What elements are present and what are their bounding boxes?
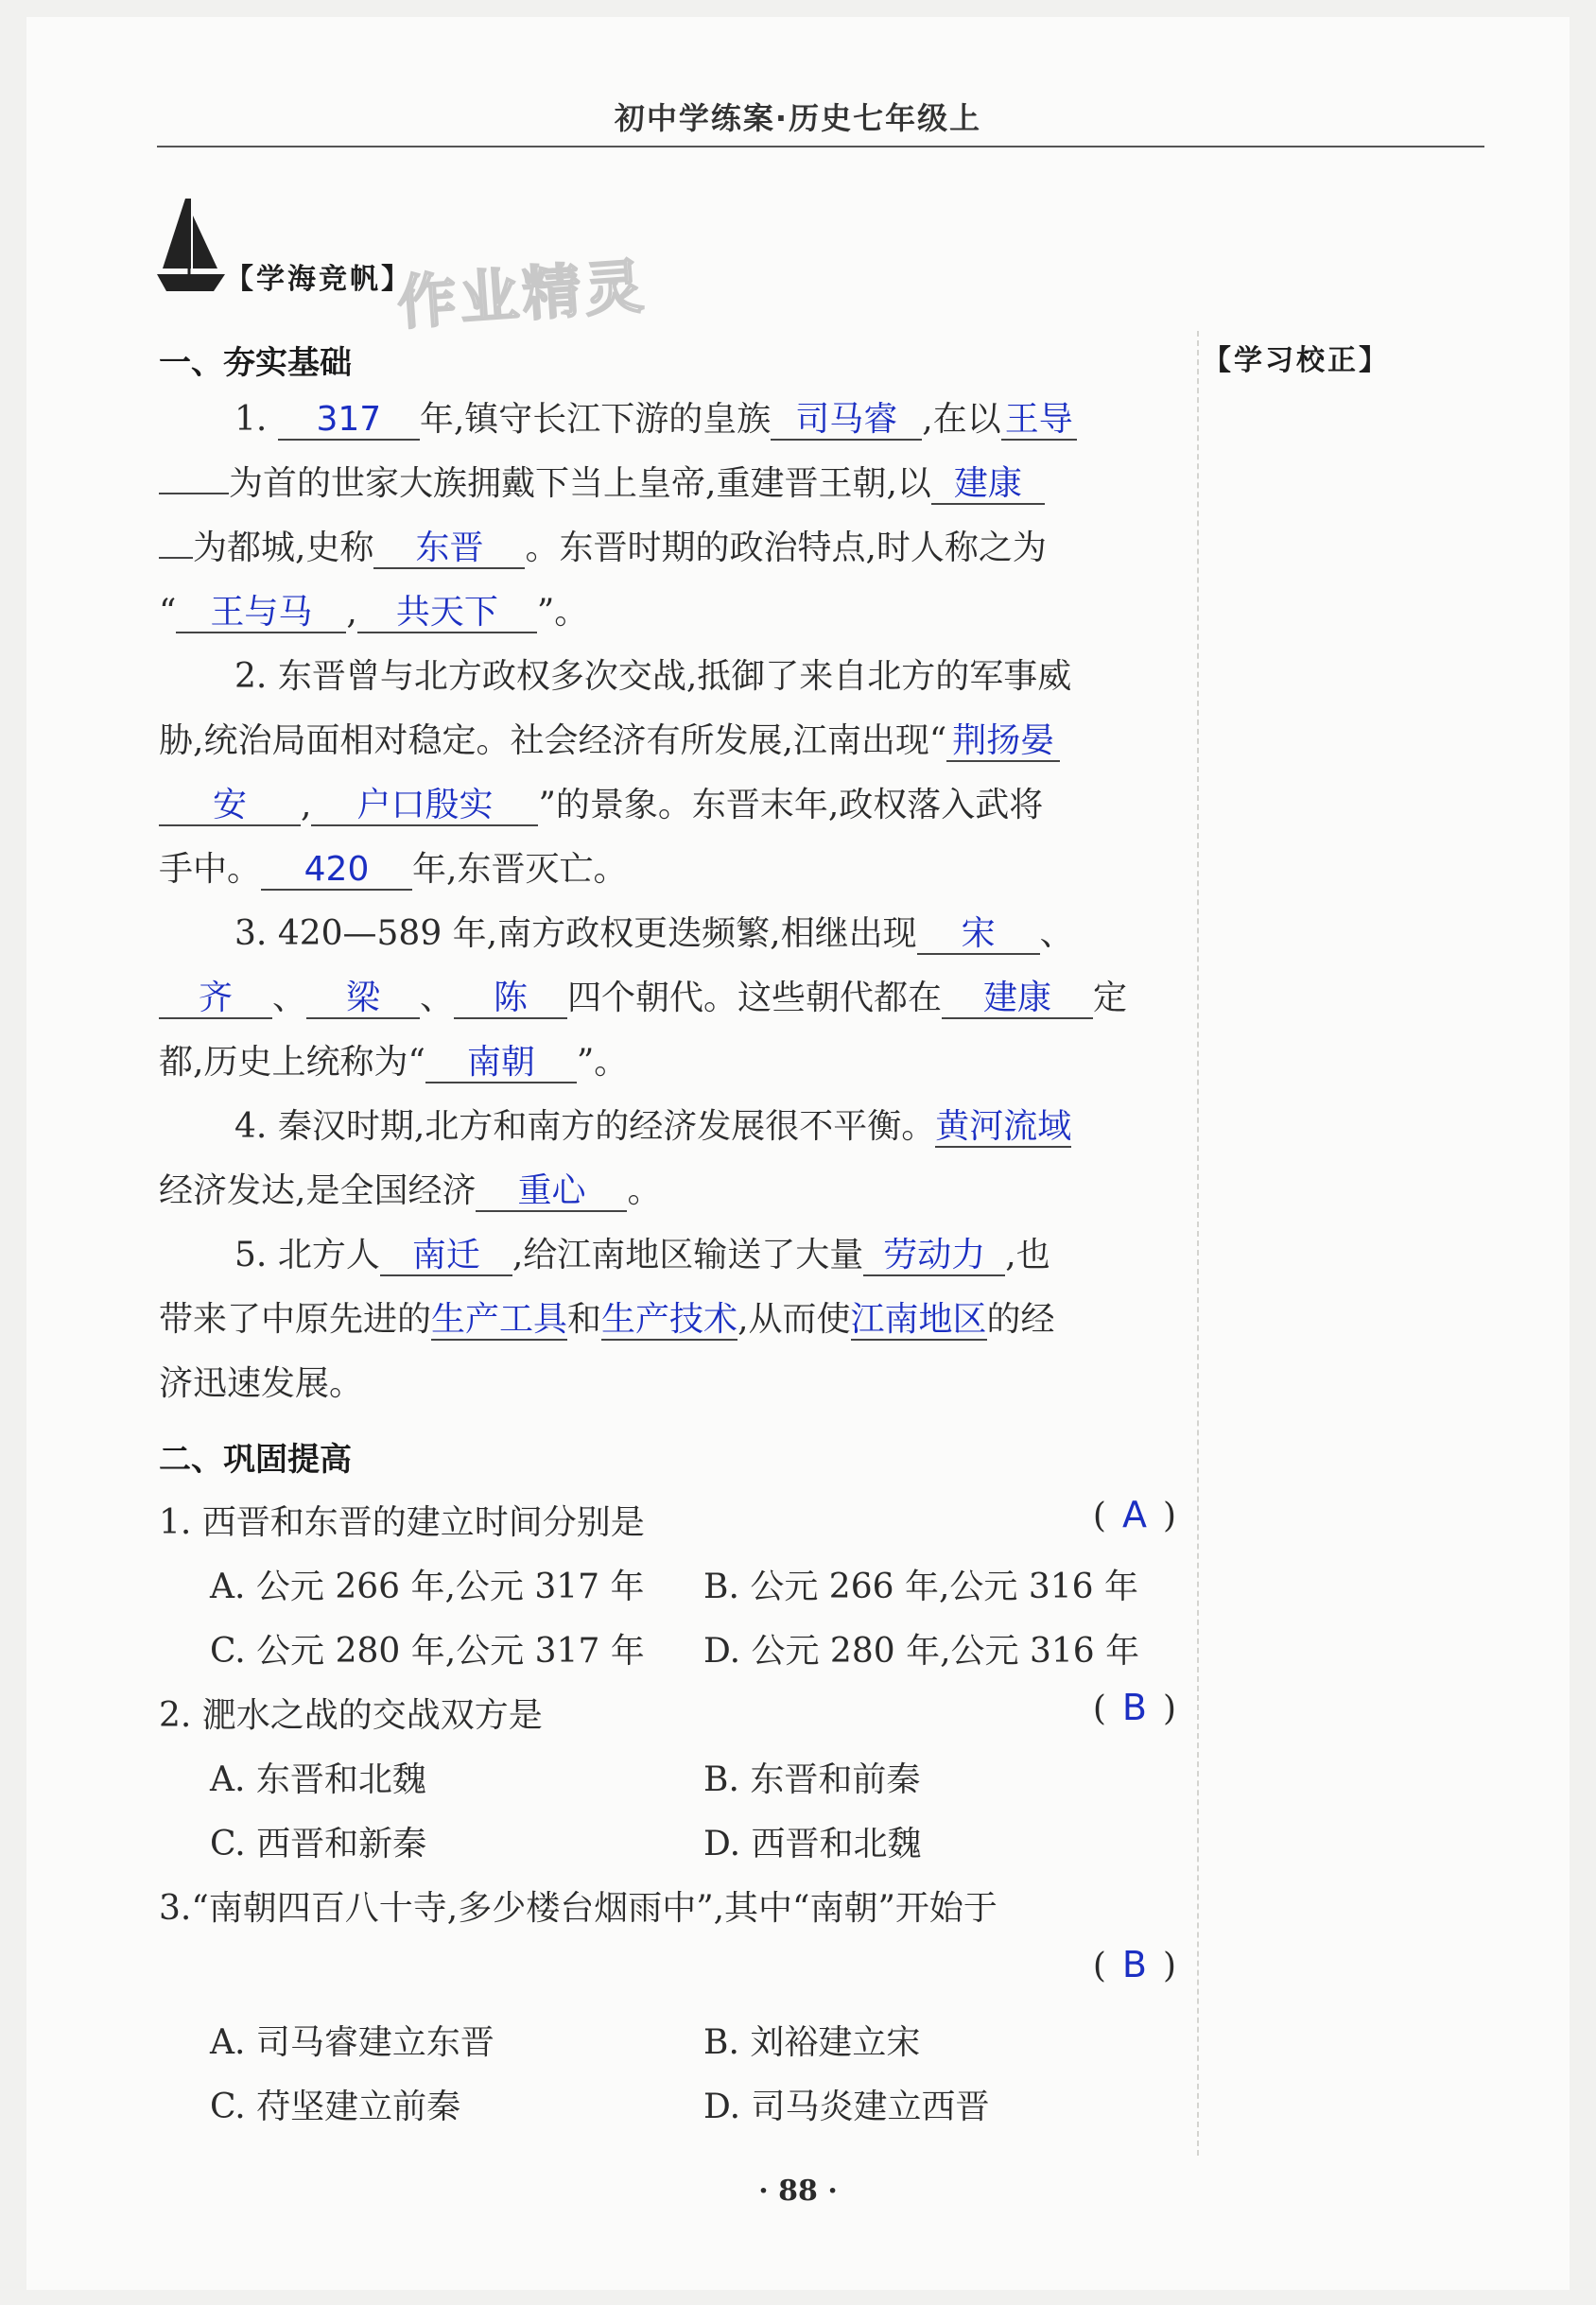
header-rule (157, 146, 1484, 147)
q2-answer-2: 户口殷实 (311, 787, 538, 826)
q4-answer-1: 黄河流域 (935, 1107, 1072, 1146)
q5-answer-5: 江南地区 (850, 1300, 987, 1339)
q2-answer-1a: 荆扬晏 (946, 722, 1060, 762)
mc-q3-option-a: A. 司马睿建立东晋 (210, 2023, 494, 2062)
q1-answer-3: 王导 (1001, 401, 1077, 441)
q4-answer-2: 重心 (476, 1172, 627, 1212)
mc-q1-option-b: B. 公元 266 年,公元 316 年 (703, 1568, 1138, 1606)
mc-q2-option-d: D. 西晋和北魏 (703, 1825, 922, 1863)
part2-title: 二、巩固提高 (159, 1441, 352, 1479)
mc-q2-answer-paren: ( B ) (1092, 1687, 1176, 1728)
q5-answer-3: 生产工具 (431, 1300, 568, 1339)
watermark: 作业精灵 (395, 251, 650, 338)
mc-q1-option-c: C. 公元 280 年,公元 317 年 (210, 1632, 645, 1671)
mc-q2-stem: 2. 淝水之战的交战双方是 ( B ) (159, 1687, 1176, 1735)
mc-q1-answer: A (1121, 1494, 1147, 1535)
q2-line1: 2. 东晋曾与北方政权多次交战,抵御了来自北方的军事威 (234, 657, 1072, 696)
q3-answer-1: 宋 (917, 915, 1040, 955)
page-header-title: 初中学练案·历史七年级上 (614, 100, 982, 136)
section-tag: 【学海竞帆】 (225, 263, 412, 296)
mc-q3-stem: 3.“南朝四百八十寺,多少楼台烟雨中”,其中“南朝”开始于 (159, 1889, 998, 1928)
mc-q2-option-c: C. 西晋和新秦 (210, 1825, 427, 1863)
sailboat-icon (157, 199, 225, 295)
sidebar-label: 【学习校正】 (1203, 344, 1390, 377)
mc-q1-option-d: D. 公元 280 年,公元 316 年 (703, 1632, 1140, 1671)
q2-line2: 胁,统治局面相对稳定。社会经济有所发展,江南出现“ 荆扬晏 (159, 720, 1176, 762)
q1-line1: 1. 317 年,镇守长江下游的皇族 司马睿 ,在以 王导 (159, 399, 1176, 441)
q2-answer-3: 420 (261, 851, 412, 891)
q3-line2: 齐 、 梁 、 陈 四个朝代。这些朝代都在 建康 定 (159, 978, 1176, 1019)
q5-line3: 济迅速发展。 (159, 1364, 364, 1403)
margin-divider (1197, 331, 1199, 2156)
mc-q3-answer-paren: ( B ) (1092, 1944, 1176, 1985)
q3-line3: 都,历史上统称为“ 南朝 ”。 (159, 1043, 629, 1082)
q2-line3: 安 , 户口殷实 ”的景象。东晋末年,政权落入武将 (159, 785, 1176, 826)
q3-answer-3: 梁 (306, 979, 420, 1019)
q1-answer-1: 317 (278, 401, 420, 441)
q5-answer-2: 劳动力 (863, 1237, 1005, 1276)
q5-answer-1: 南迁 (380, 1237, 512, 1276)
q5-line1: 5. 北方人 南迁 ,给江南地区输送了大量 劳动力 ,也 (234, 1236, 1050, 1274)
q4-line2: 经济发达,是全国经济 重心 。 (159, 1171, 662, 1210)
q3-answer-4: 陈 (454, 979, 567, 1019)
q2-answer-1b: 安 (159, 787, 301, 826)
q1-line4: “ 王与马 , 共天下 ”。 (159, 593, 589, 632)
mc-q3-option-d: D. 司马炎建立西晋 (703, 2088, 990, 2126)
mc-q2-option-a: A. 东晋和北魏 (210, 1760, 426, 1799)
q1-answer-2: 司马睿 (771, 401, 922, 441)
mc-q3-option-c: C. 苻坚建立前秦 (210, 2088, 461, 2126)
q3-answer-2: 齐 (159, 979, 272, 1019)
mc-q2-option-b: B. 东晋和前秦 (703, 1760, 921, 1799)
mc-q1-stem: 1. 西晋和东晋的建立时间分别是 ( A ) (159, 1494, 1176, 1542)
q3-line1: 3. 420—589 年,南方政权更迭频繁,相继出现 宋 、 (234, 914, 1074, 953)
mc-q3-option-b: B. 刘裕建立宋 (703, 2023, 921, 2062)
q1-answer-6: 王与马 (176, 594, 346, 633)
q1-line2: 为首的世家大族拥戴下当上皇帝,重建晋王朝,以 建康 (159, 463, 1176, 505)
q2-line4: 手中。 420 年,东晋灭亡。 (159, 850, 628, 889)
q1-answer-5: 东晋 (373, 529, 525, 569)
q3-answer-5: 建康 (942, 979, 1093, 1019)
q3-answer-6: 南朝 (425, 1044, 577, 1083)
part1-title: 一、夯实基础 (159, 344, 352, 382)
page-number: · 88 · (758, 2175, 838, 2208)
q5-line2: 带来了中原先进的生产工具和生产技术,从而使江南地区的经 (159, 1300, 1055, 1339)
q4-line1: 4. 秦汉时期,北方和南方的经济发展很不平衡。黄河流域 (234, 1107, 1072, 1146)
q1-answer-4: 建康 (931, 465, 1045, 505)
q1-answer-7: 共天下 (357, 594, 537, 633)
mc-q3-answer: B (1121, 1944, 1147, 1985)
mc-q2-answer: B (1121, 1687, 1147, 1728)
q5-answer-4: 生产技术 (601, 1300, 738, 1339)
mc-q1-option-a: A. 公元 266 年,公元 317 年 (210, 1568, 645, 1606)
mc-q1-answer-paren: ( A ) (1092, 1494, 1176, 1535)
q1-line3: 为都城,史称 东晋 。东晋时期的政治特点,时人称之为 (159, 528, 1176, 569)
